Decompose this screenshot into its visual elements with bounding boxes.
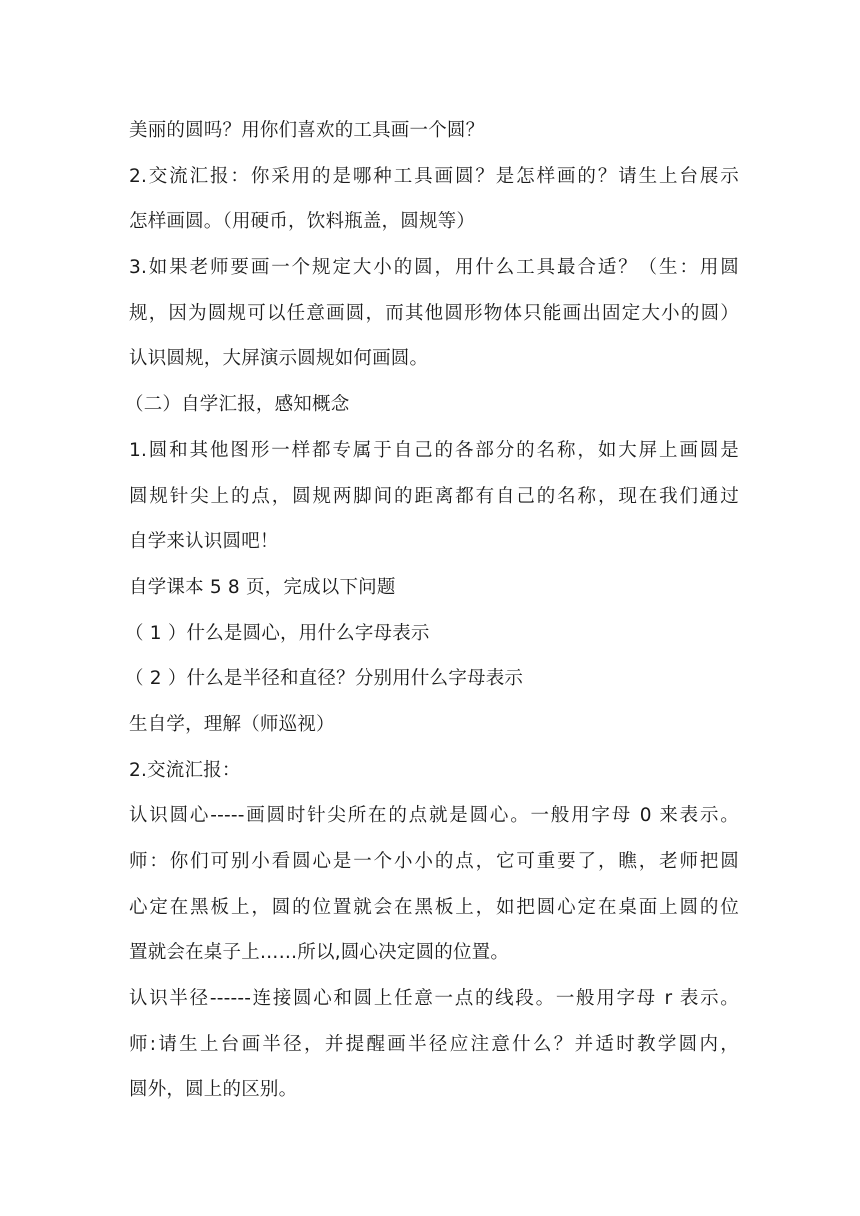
question-item: （ 1 ）什么是圆心，用什么字母表示 — [125, 622, 430, 644]
text-line: 认识圆规，大屏演示圆规如何画圆。 — [129, 348, 429, 370]
text-line: 怎样画圆。（用硬币，饮料瓶盖，圆规等） — [129, 211, 476, 233]
text-line: 3.如果老师要画一个规定大小的圆，用什么工具最合适？（生：用圆 — [129, 257, 739, 279]
text-line: 2.交流汇报： — [129, 759, 241, 781]
text-line: 置就会在桌子上……所以,圆心决定圆的位置。 — [129, 942, 510, 964]
text-line: 1.圆和其他图形一样都专属于自己的各部分的名称，如大屏上画圆是 — [129, 439, 739, 461]
text-line: 认识半径------连接圆心和圆上任意一点的线段。一般用字母 r 表示。 — [129, 988, 739, 1010]
text-line: 圆外，圆上的区别。 — [129, 1079, 298, 1101]
body-text — [125, 108, 739, 1113]
question-item: （ 2 ）什么是半径和直径？分别用什么字母表示 — [125, 668, 524, 690]
text-line: 心定在黑板上，圆的位置就会在黑板上，如把圆心定在桌面上圆的位 — [129, 896, 739, 918]
text-line: 自学课本 5 8 页，完成以下问题 — [129, 576, 396, 598]
text-line: 自学来认识圆吧！ — [129, 531, 279, 553]
section-heading: （二）自学汇报，感知概念 — [125, 394, 350, 416]
text-line: 认识圆心-----画圆时针尖所在的点就是圆心。一般用字母 0 来表示。 — [129, 805, 739, 827]
text-line: 美丽的圆吗？用你们喜欢的工具画一个圆？ — [129, 120, 485, 141]
text-line: 师：你们可别小看圆心是一个小小的点，它可重要了，瞧，老师把圆 — [129, 851, 739, 872]
text-line: 圆规针尖上的点，圆规两脚间的距离都有自己的名称，现在我们通过 — [129, 485, 739, 507]
text-line: 规，因为圆规可以任意画圆，而其他圆形物体只能画出固定大小的圆） — [129, 302, 739, 324]
text-line: 2.交流汇报：你采用的是哪种工具画圆？是怎样画的？请生上台展示 — [129, 165, 739, 187]
text-line: 师:请生上台画半径，并提醒画半径应注意什么？并适时教学圆内， — [129, 1033, 739, 1055]
text-line: 生自学，理解（师巡视） — [129, 713, 335, 735]
